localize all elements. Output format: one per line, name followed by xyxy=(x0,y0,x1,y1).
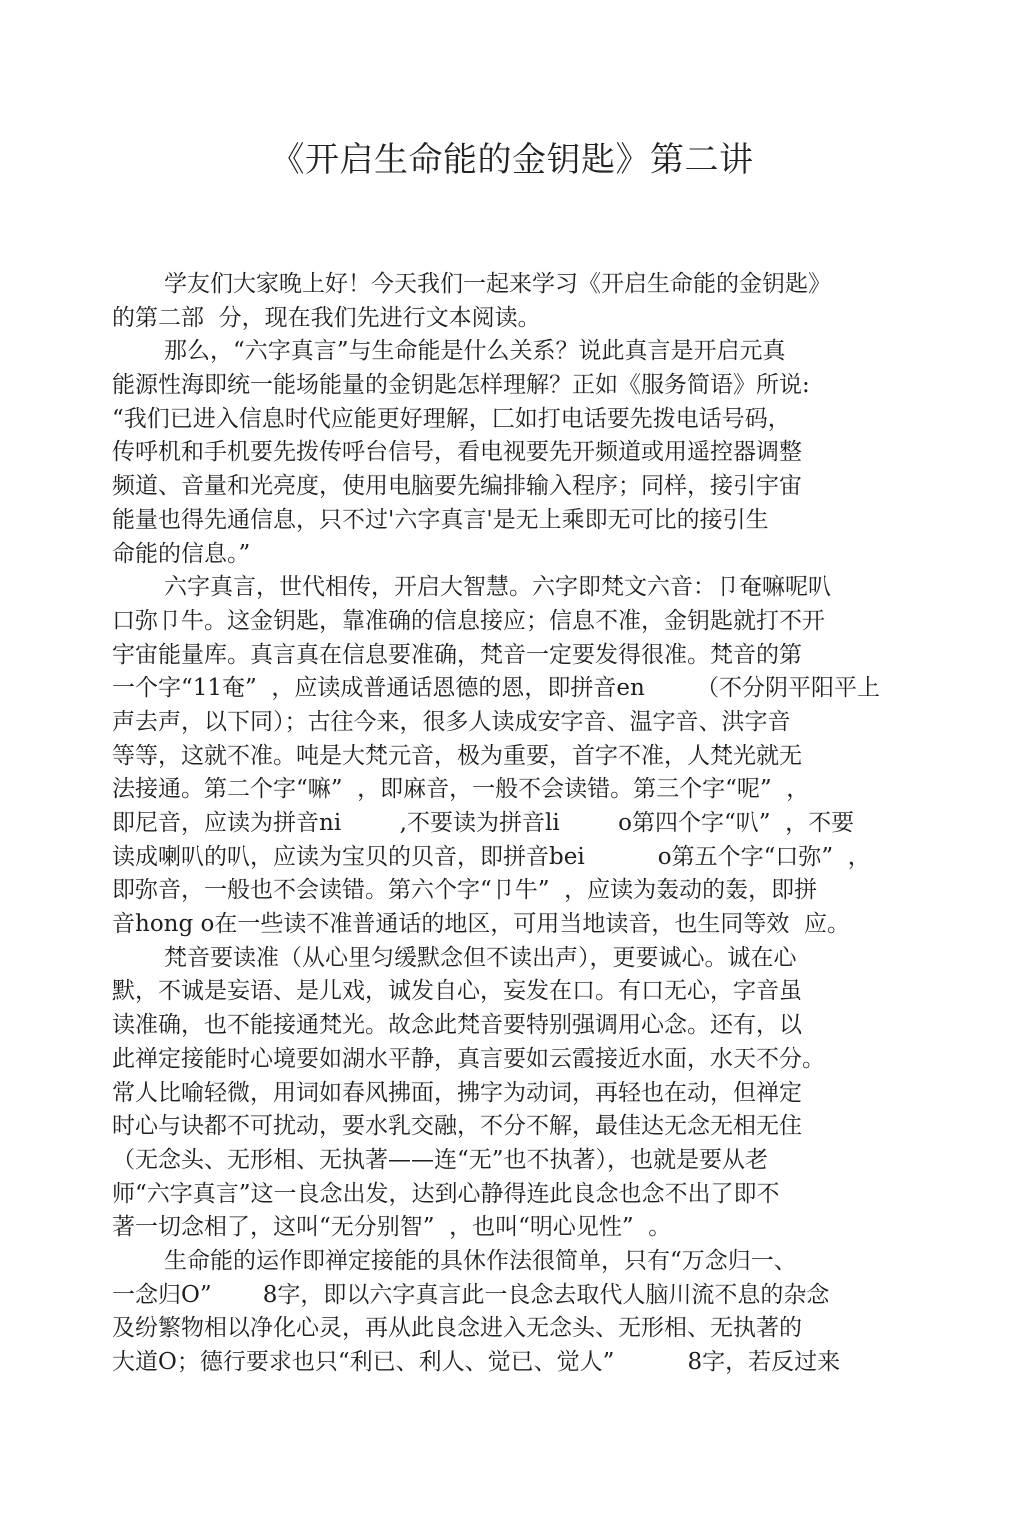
text-line: 此禅定接能时心境要如湖水平静，真言要如云霞接近水面，水天不分。 xyxy=(112,1045,825,1072)
text-line: 传呼机和手机要先拨传呼台信号，看电视要先开频道或用遥控器调整 xyxy=(112,439,802,466)
text-line: 梵音要读准（从心里匀缓默念但不读出声），更要诚心。诚在心 xyxy=(164,944,797,971)
page-title: 《开启生命能的金钥匙》第二讲 xyxy=(270,140,754,180)
text-line: 一念归O” 8字，即以六字真言此一良念去取代人脑川流不息的杂念 xyxy=(112,1281,830,1308)
text-line: 大道O；德行要求也只“利已、利人、觉已、觉人” 8字，若反过来 xyxy=(112,1349,841,1375)
text-line: 命能的信息。” xyxy=(112,540,251,567)
text-line: 频道、音量和光亮度，使用电脑要先编排输入程序；同样，接引宇宙 xyxy=(112,473,802,500)
text-line: 时心与诀都不可扰动，要水乳交融，不分不解，最佳达无念无相无住 xyxy=(112,1113,802,1140)
text-line: 音hong o在一些读不准普通话的地区，可用当地读音，也生同等效 应。 xyxy=(112,911,850,938)
text-line: 法接通。第二个字“嘛” ，即麻音，一般不会读错。第三个字“呢” ， xyxy=(112,776,810,803)
text-line: 能量也得先通信息，只不过'六字真言'是无上乘即无可比的接引生 xyxy=(112,506,769,533)
text-line: 生命能的运作即禅定接能的具休作法很简单，只有“万念归一、 xyxy=(164,1247,797,1274)
body-text xyxy=(112,268,922,1380)
text-line: 等等，这就不准。吨是大梵元音，极为重要，首字不准，人梵光就无 xyxy=(112,742,802,769)
text-line: 宇宙能量库。真言真在信息要准确，梵音一定要发得很准。梵音的第 xyxy=(112,641,802,668)
text-line: 那么，“六字真言”与生命能是什么关系？说此真言是开启元真 xyxy=(164,338,786,365)
text-line: 学友们大家晚上好！今天我们一起来学习《开启生命能的金钥匙》 xyxy=(164,271,831,297)
text-line: 一个字“11奄” ，应读成普通话恩德的恩，即拼音en （不分阴平阳平上 xyxy=(112,675,881,702)
text-line: 及纷繁物相以净化心灵，再从此良念进入无念头、无形相、无执著的 xyxy=(112,1315,802,1342)
text-line: 师“六字真言”这一良念出发，达到心静得连此良念也念不出了即不 xyxy=(112,1180,780,1207)
text-line: 读成喇叭的叭，应读为宝贝的贝音，即拼音bei o第五个字“口弥” ， xyxy=(112,843,871,870)
text-line: “我们已进入信息时代应能更好理解，匚如打电话要先拨电话号码， xyxy=(112,405,791,432)
text-line: 即尼音，应读为拼音ni ,不要读为拼音li o第四个字“叭” ，不要 xyxy=(112,810,855,836)
text-line: 的第二部 分，现在我们先进行文本阅读。 xyxy=(112,304,541,331)
text-line: 六字真言，世代相传，开启大智慧。六字即梵文六音：卩奄嘛呢叭 xyxy=(164,574,831,601)
text-line: 读准确，也不能接通梵光。故念此梵音要特别强调用心念。还有，以 xyxy=(112,1012,802,1039)
text-line: 著一切念相了，这叫“无分别智” ，也叫“明心见性” 。 xyxy=(112,1214,672,1241)
text-line: 默，不诚是妄语、是儿戏，诚发自心，妄发在口。有口无心，字音虽 xyxy=(112,978,802,1005)
text-line: 口弥卩牛。这金钥匙，靠准确的信息接应；信息不准，金钥匙就打不开 xyxy=(112,607,825,634)
text-line: 即弥音，一般也不会读错。第六个字“卩牛” ，应读为轰动的轰，即拼 xyxy=(112,877,818,904)
text-line: 能源性海即统一能场能量的金钥匙怎样理解？正如《服务简语》所说: xyxy=(112,372,810,399)
text-line: 常人比喻轻微，用词如春风拂面，拂字为动词，再轻也在动，但禅定 xyxy=(112,1079,802,1106)
text-line: （无念头、无形相、无执著——连“无”也不执著），也就是要从老 xyxy=(112,1146,769,1173)
text-line: 声去声，以下同）；古往今来，很多人读成安字音、温字音、洪字音 xyxy=(112,708,791,735)
